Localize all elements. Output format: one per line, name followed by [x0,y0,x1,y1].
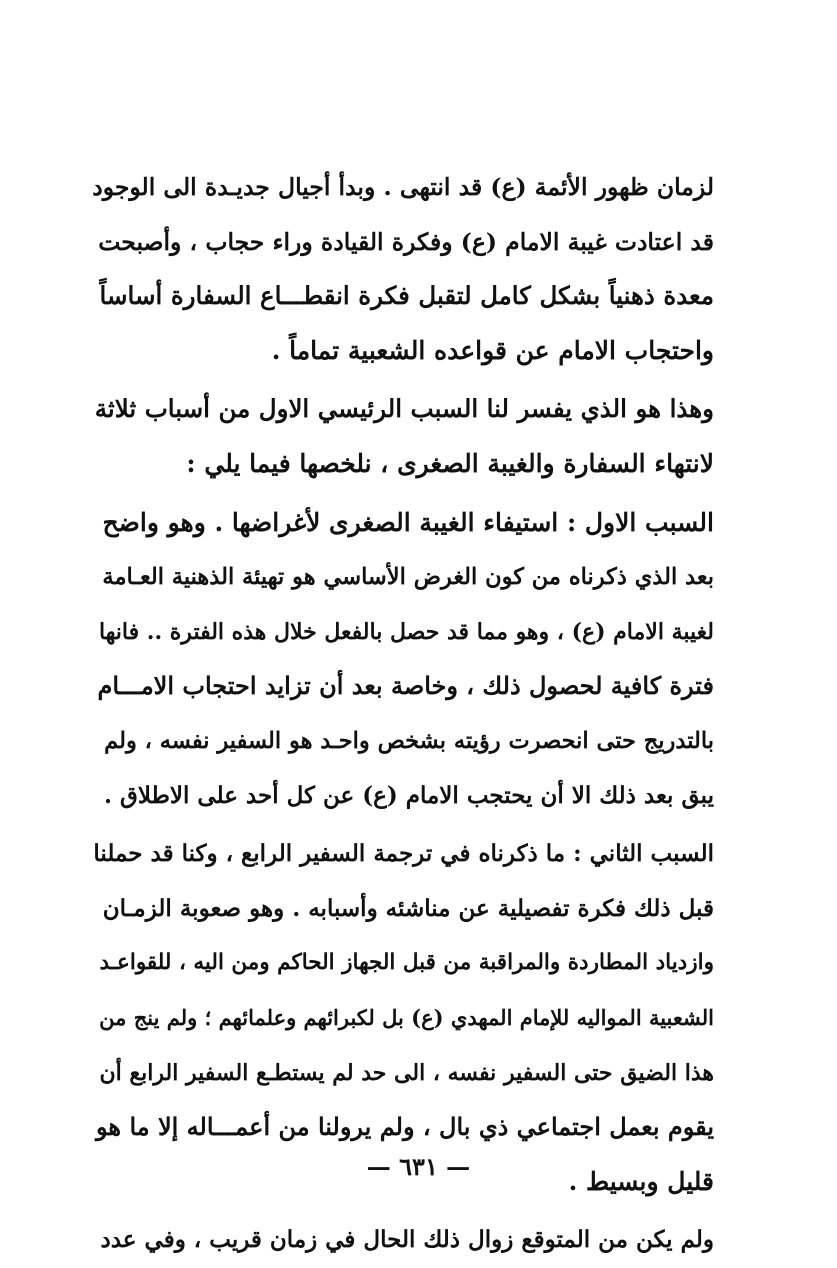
text-line: قبل ذلك فكرة تفصيلية عن مناشئه وأسبابه . وهو صعوبة الزمـان [102,894,714,922]
text-line: واحتجاب الامام عن قواعده الشعبية تماماً . [271,335,714,365]
text-line: وازدياد المطاردة والمراقبة من قبل الجهاز الحاكم ومن اليه ، للقواعـد [99,950,714,976]
text-line: معدة ذهنياً بشكل كامل لتقبل فكرة انقطـــاع السفارة أساساً [99,281,714,311]
text-line: السبب الاول : استيفاء الغيبة الصغرى لأغراضها . وهو واضح [102,507,714,537]
text-line: قد اعتادت غيبة الامام (ع) وفكرة القيادة وراء حجاب ، وأصبحت [98,227,714,256]
page-number: — ٦٣١ — [366,1152,471,1181]
text-line: بعد الذي ذكرناه من كون الغرض الأساسي هو تهيئة الذهنية العـامة [102,564,714,591]
text-line: الشعبية المواليه للإمام المهدي (ع) بل لكبرائهم وعلمائهم ؛ ولم ينج من [99,1004,714,1030]
text-line: السبب الثاني : ما ذكرناه في ترجمة السفير الرابع ، وكنا قد حملنا [93,840,714,868]
text-line: قليل وبسيط . [568,1166,714,1196]
text-line: لغيبة الامام (ع) ، وهو مما قد حصل بالفعل خلال هذه الفترة .. فانها [98,618,714,645]
page-body [92,160,714,1268]
paragraph-3 [92,496,714,824]
paragraph-1 [92,160,714,378]
text-line: بالتدريج حتى انحصرت رؤيته بشخص واحـد هو السفير نفسه ، ولم [104,727,714,754]
text-line: يبق بعد ذلك الا أن يحتجب الامام (ع) عن كل أحد على الاطلاق . [104,781,714,809]
text-line: فترة كافية لحصول ذلك ، وخاصة بعد أن تزايد احتجاب الامـــام [97,671,714,701]
text-line: هذا الضيق حتى السفير نفسه ، الى حد لم يستطـع السفير الرابع أن [99,1059,714,1086]
text-line: لزمان ظهور الأئمة (ع) قد انتهى . وبدأ أجيال جديـدة الى الوجود [92,173,714,201]
text-line: لانتهاء السفارة والغيبة الصغرى ، نلخصها فيما يلي : [186,448,714,478]
text-line: يقوم بعمل اجتماعي ذي بال ، ولم يرولنا من أعمـــاله إلا ما هو [96,1112,714,1142]
text-line: ولم يكن من المتوقع زوال ذلك الحال في زمان قريب ، وفي عدد [100,1226,714,1254]
paragraph-5 [92,1213,714,1268]
text-line: وهذا هو الذي يفسر لنا السبب الرئيسي الاول من أسباب ثلاثة [94,394,714,424]
paragraph-2 [92,382,714,491]
